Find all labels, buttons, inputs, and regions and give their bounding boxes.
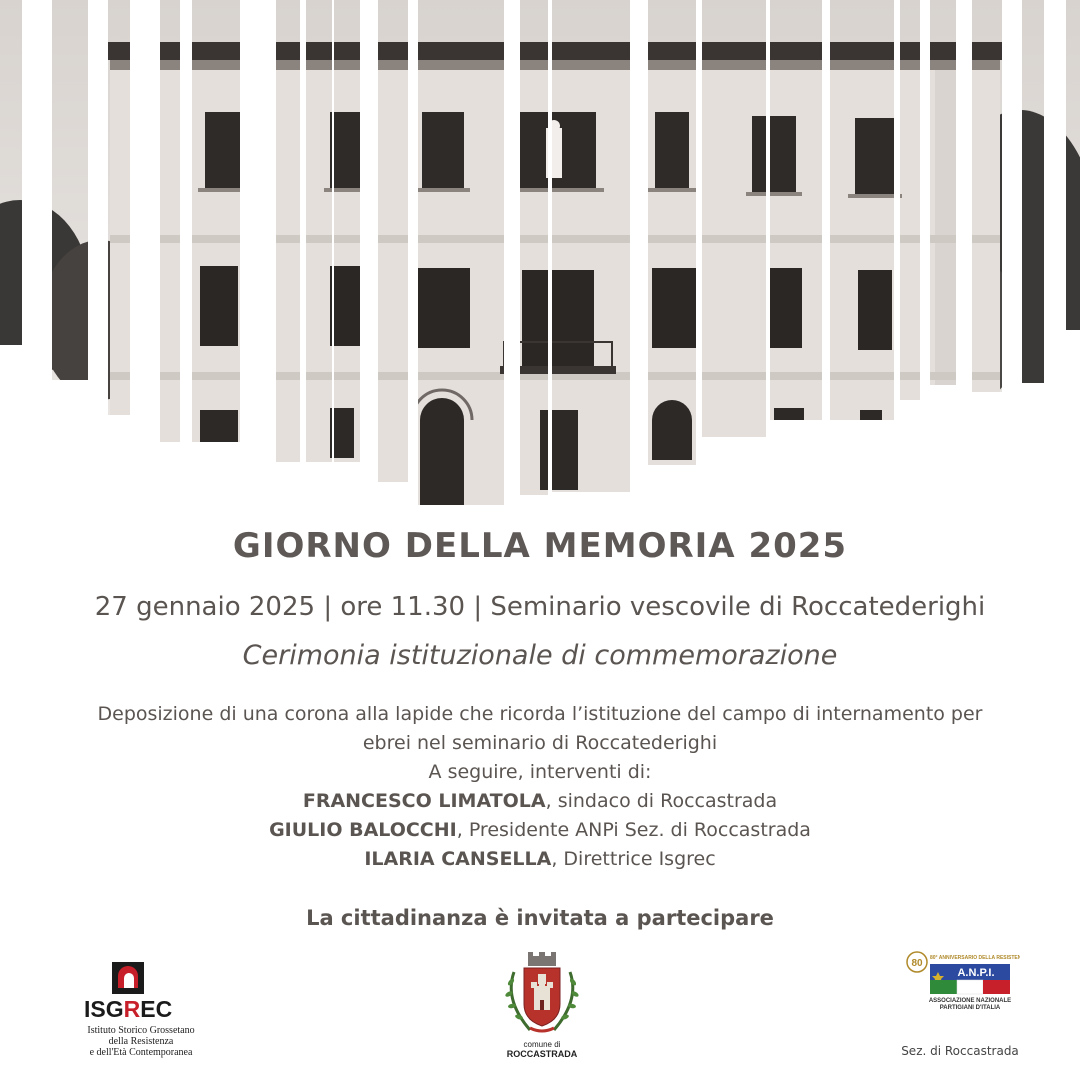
isgrec-mark-icon: [112, 962, 144, 994]
speaker-role: , sindaco di Roccastrada: [545, 790, 778, 812]
isgrec-description: [66, 1025, 216, 1058]
isgrec-desc-line: della Resistenza: [108, 1036, 174, 1047]
seminary-photo-strips: [0, 0, 1080, 510]
invitation-text: La cittadinanza è invitata a partecipare: [306, 906, 774, 930]
description-line: Deposizione di una corona alla lapide che ricorda l’istituzione del campo di internamento per: [97, 703, 983, 725]
isgrec-desc-line: e dell'Età Contemporanea: [89, 1047, 193, 1058]
isgrec-name: [84, 996, 216, 1023]
speaker-name: GIULIO BALOCCHI: [269, 819, 457, 841]
isgrec-logo: [66, 962, 216, 1058]
speaker-line: [80, 787, 1000, 816]
speaker-name: FRANCESCO LIMATOLA: [302, 790, 546, 812]
anpi-anniversary-text: 80° ANNIVERSARIO DELLA RESISTENZA: [930, 955, 1020, 961]
isgrec-desc-line: Istituto Storico Grossetano: [87, 1025, 195, 1036]
castle-crest-icon: [500, 952, 584, 1038]
event-description: [80, 700, 1000, 874]
event-ceremony: Cerimonia istituzionale di commemorazione: [242, 640, 838, 671]
isgrec-name-part: EC: [140, 996, 173, 1022]
event-date-place: 27 gennaio 2025 | ore 11.30 | Seminario vescovile di Roccatederighi: [94, 592, 986, 622]
svg-text:80: 80: [911, 958, 923, 969]
speaker-line: [80, 816, 1000, 845]
speaker-name: ILARIA CANSELLA: [364, 848, 552, 870]
speaker-line: [80, 845, 1000, 874]
anpi-section-label: Sez. di Roccastrada: [901, 1044, 1019, 1058]
interventi-intro: A seguire, interventi di:: [428, 761, 652, 783]
anpi-subline: PARTIGIANI D'ITALIA: [939, 1005, 1001, 1010]
anpi-logo: [900, 950, 1020, 1014]
speaker-role: , Presidente ANPi Sez. di Roccastrada: [456, 819, 811, 841]
description-line: ebrei nel seminario di Roccatederighi: [362, 732, 718, 754]
comune-label-big: ROCCASTRADA: [506, 1049, 578, 1059]
anpi-emblem-icon: [900, 950, 1020, 1010]
comune-crest-logo: [500, 952, 584, 1059]
isgrec-name-part: R: [123, 996, 141, 1022]
event-title: GIORNO DELLA MEMORIA 2025: [232, 526, 848, 566]
isgrec-name-part: ISG: [84, 996, 124, 1022]
comune-label-small: comune di: [523, 1040, 561, 1049]
speaker-role: , Direttrice Isgrec: [551, 848, 716, 870]
anpi-subline: ASSOCIAZIONE NAZIONALE: [928, 998, 1012, 1004]
anpi-acronym: A.N.P.I.: [957, 967, 995, 979]
